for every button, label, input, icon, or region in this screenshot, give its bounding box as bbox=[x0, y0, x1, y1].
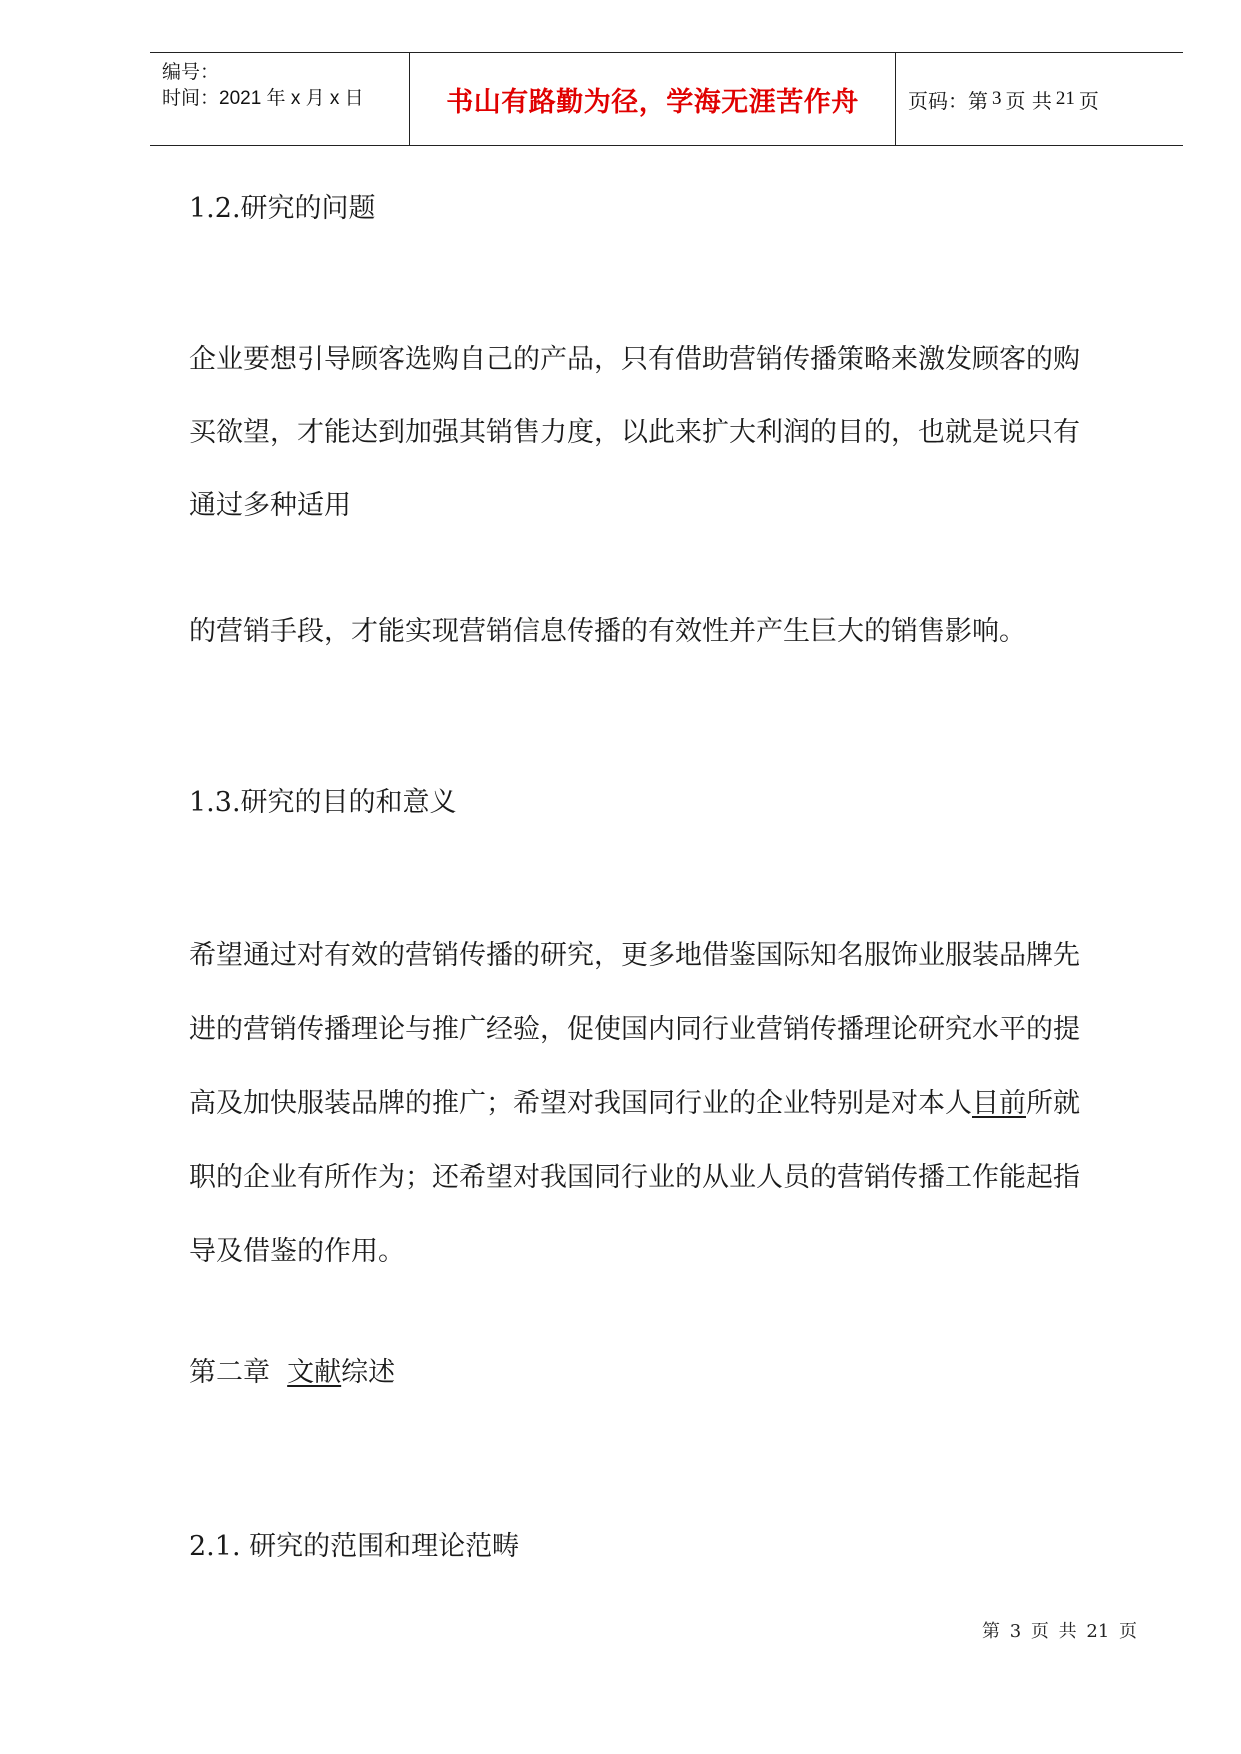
text-segment: 高及加快服装品牌的推广；希望对我国同行业的企业特别是对本人 bbox=[189, 1088, 972, 1119]
header-motto: 书山有路勤为径，学海无涯苦作舟 bbox=[446, 86, 859, 118]
paragraph-line: 通过多种适用 bbox=[189, 490, 351, 521]
page-current: 3 bbox=[992, 88, 1002, 109]
chapter-number: 第二章 bbox=[189, 1357, 288, 1388]
document-date-label: 时间：2021 年 x 月 x 日 bbox=[162, 88, 364, 109]
paragraph-line: 希望通过对有效的营销传播的研究，更多地借鉴国际知名服饰业服装品牌先 bbox=[189, 940, 1080, 971]
paragraph-line: 企业要想引导顾客选购自己的产品，只有借助营销传播策略来激发顾客的购 bbox=[189, 344, 1080, 375]
chapter-title-rest: 综述 bbox=[341, 1357, 396, 1388]
paragraph-marketing-means: 的营销手段，才能实现营销信息传播的有效性并产生巨大的销售影响。 bbox=[189, 616, 1026, 647]
paragraph-line: 进的营销传播理论与推广经验，促使国内同行业营销传播理论研究水平的提 bbox=[189, 1014, 1080, 1045]
section-heading-2-1: 2.1. 研究的范围和理论范畴 bbox=[189, 1531, 520, 1562]
section-heading-1-2: 1.2.研究的问题 bbox=[189, 193, 376, 224]
section-heading-1-3: 1.3.研究的目的和意义 bbox=[189, 787, 457, 818]
paragraph-line: 职的企业有所作为；还希望对我国同行业的从业人员的营销传播工作能起指 bbox=[189, 1162, 1080, 1193]
page-prefix: 页码：第 bbox=[908, 88, 988, 113]
underlined-term: 文献 bbox=[287, 1357, 342, 1388]
document-number-label: 编号： bbox=[162, 62, 220, 83]
page-mid: 页 共 bbox=[1005, 88, 1052, 113]
text-segment: 所就 bbox=[1026, 1088, 1080, 1119]
paragraph-line: 买欲望，才能达到加强其销售力度，以此来扩大利润的目的，也就是说只有 bbox=[189, 417, 1080, 448]
header-page-cell bbox=[896, 53, 1183, 145]
paragraph-line: 导及借鉴的作用。 bbox=[189, 1236, 405, 1267]
paragraph-purpose bbox=[189, 938, 1139, 1270]
paragraph-research-question bbox=[189, 342, 1139, 524]
page-header bbox=[150, 52, 1183, 146]
header-motto-cell bbox=[410, 53, 896, 145]
header-meta-cell bbox=[150, 53, 410, 145]
chapter-heading-2 bbox=[189, 1355, 1139, 1391]
page-footer: 第 3 页 共 21 页 bbox=[982, 1621, 1137, 1642]
page-total: 21 bbox=[1055, 88, 1075, 109]
underlined-term: 目前 bbox=[972, 1088, 1026, 1119]
paragraph-line bbox=[189, 1086, 1139, 1122]
page-suffix: 页 bbox=[1078, 88, 1099, 113]
